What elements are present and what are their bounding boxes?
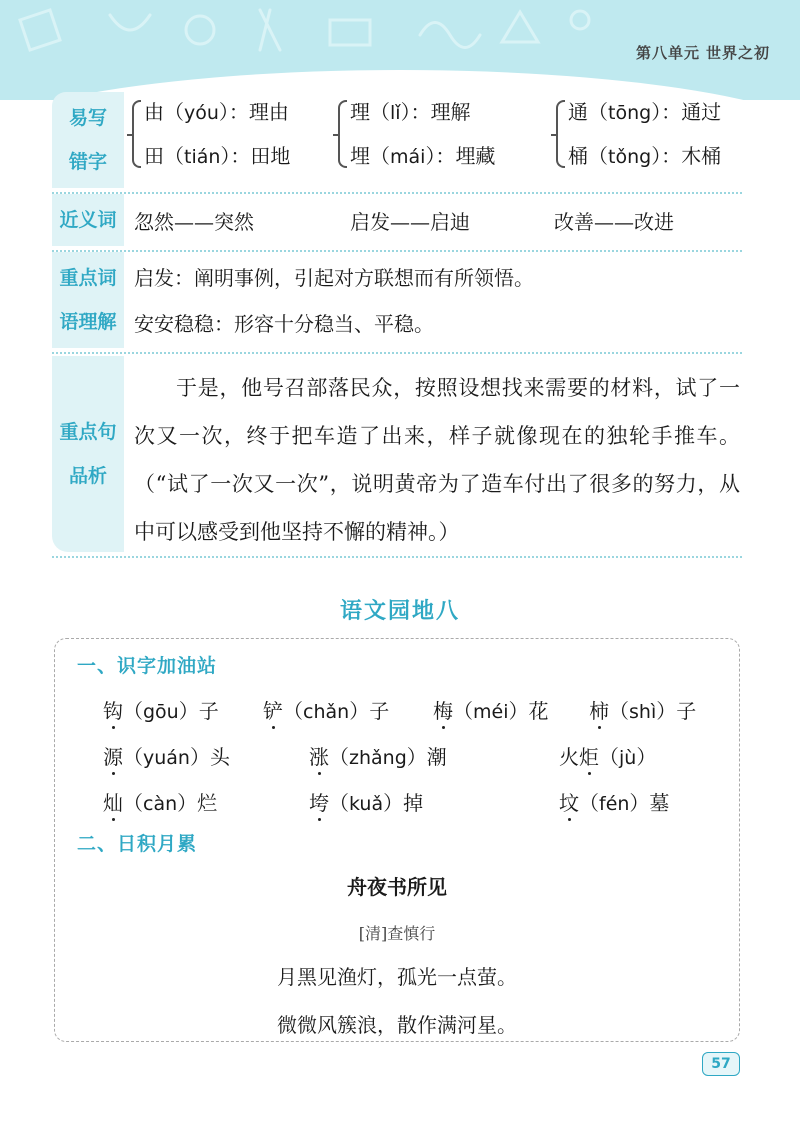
daily-heading: 二、日积月累 (77, 833, 198, 855)
poem-title: 舟夜书所见 (347, 875, 447, 899)
synonym-pair: 改善——改进 (554, 210, 674, 234)
literacy-item: 灿（càn）烂 (103, 787, 217, 816)
page-number: 57 (702, 1052, 740, 1076)
key-sentence-text: 于是，他号召部落民众，按照设想找来需要的材料，试了一次又一次，终于把车造了出来，样子就像现在的独轮手推车。（“试了一次又一次”，说明黄帝为了造车付出了很多的努力，从中可以感受到他坚持不懈的精神。） (134, 376, 740, 544)
poem-line: 微微风簇浪，散作满河星。 (277, 1013, 517, 1037)
literacy-item: 钩（gōu）子 (103, 695, 219, 724)
literacy-item: 火炬（jù） (559, 741, 656, 770)
key-sentence-label: 重点句 品析 (52, 356, 124, 552)
error-word-line: 桶（tǒng）：木桶 (568, 144, 722, 168)
literacy-item: 梅（méi）花 (433, 695, 548, 724)
synonyms-label: 近义词 (52, 194, 124, 246)
literacy-item: 涨（zhǎng）潮 (309, 741, 447, 770)
literacy-item: 垮（kuǎ）掉 (309, 787, 423, 816)
synonyms-row (52, 194, 742, 252)
key-word-entry: 安安稳稳：形容十分稳当、平稳。 (134, 312, 434, 336)
brace-icon (556, 100, 565, 168)
synonym-pair: 启发——启迪 (350, 210, 470, 234)
key-sentence-row (52, 356, 742, 558)
poem-dynasty: 清 (364, 924, 381, 943)
error-word-line: 田（tián）：田地 (144, 144, 291, 168)
unit-theme: 世界之初 (705, 44, 770, 62)
error-prone-label-line2: 错字 (68, 151, 107, 173)
synonym-pair: 忽然——突然 (134, 210, 254, 234)
error-word-line: 理（lǐ）：理解 (350, 100, 471, 124)
literacy-item: 源（yuán）头 (103, 741, 230, 770)
section-title: 语文园地八 (339, 599, 460, 624)
key-word-entry: 启发：阐明事例，引起对方联想而有所领悟。 (134, 266, 534, 290)
error-word-line: 由（yóu）：理由 (144, 100, 289, 124)
poem-line: 月黑见渔灯，孤光一点萤。 (277, 965, 517, 989)
error-prone-row (52, 92, 742, 194)
error-prone-label (52, 92, 124, 188)
unit-title (636, 42, 770, 63)
poem-author: [清]查慎行 (358, 924, 436, 943)
unit-number: 第八单元 (635, 44, 700, 62)
key-words-row (52, 252, 742, 354)
error-word-line: 埋（mái）：埋藏 (350, 144, 496, 168)
brace-icon (338, 100, 347, 168)
literacy-item: 坟（fén）墓 (559, 787, 669, 816)
brace-icon (132, 100, 141, 168)
error-prone-label-line1: 易写 (68, 107, 107, 129)
error-word-line: 通（tōng）：通过 (568, 100, 722, 124)
literacy-item: 柿（shì）子 (589, 695, 696, 724)
poem-author-name: 查慎行 (387, 924, 436, 943)
key-words-label: 重点词 语理解 (52, 252, 124, 348)
literacy-item: 铲（chǎn）子 (263, 695, 389, 724)
practice-box (54, 638, 740, 1042)
literacy-heading: 一、识字加油站 (77, 655, 218, 677)
